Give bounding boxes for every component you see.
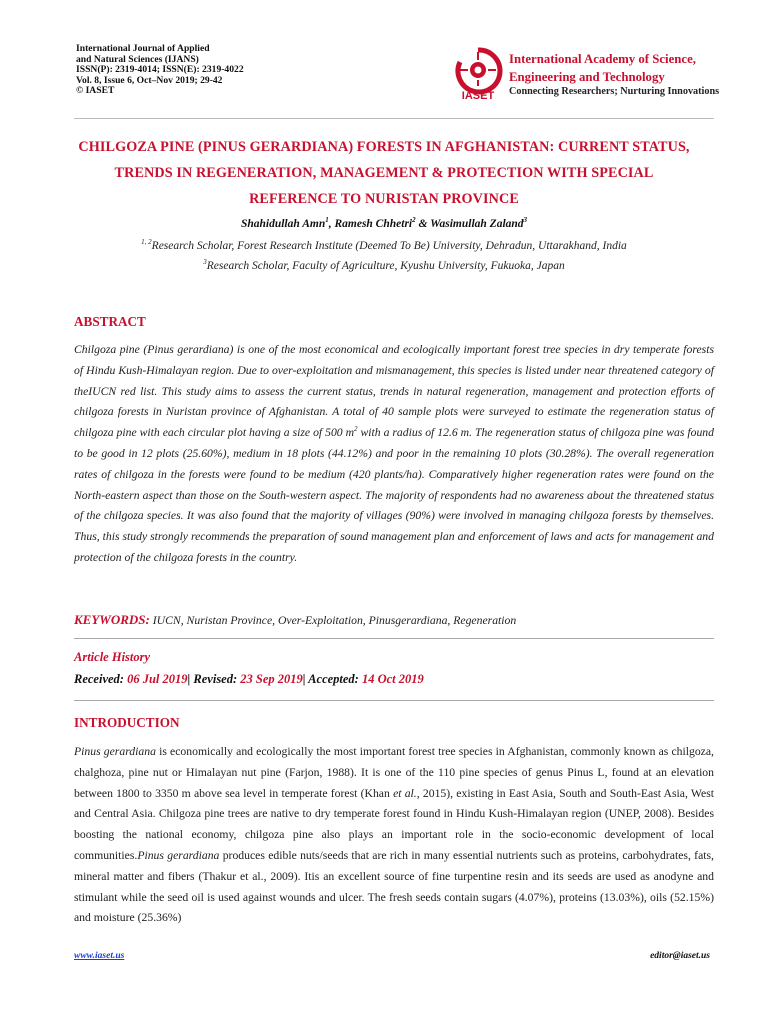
- revised-label: | Revised:: [187, 672, 238, 686]
- abstract-heading: ABSTRACT: [74, 314, 146, 329]
- affiliation-text: Research Scholar, Forest Research Institute (Deemed To Be) University, Dehradun, Uttarakhand, India: [151, 240, 627, 252]
- affiliation-text: Research Scholar, Faculty of Agriculture, Kyushu University, Fukuoka, Japan: [206, 260, 565, 272]
- accepted-label: | Accepted:: [302, 672, 359, 686]
- author-name: Ramesh Chhetri: [334, 218, 413, 230]
- species-name: Pinus gerardiana: [137, 848, 220, 862]
- introduction-text-part: is economically and ecologically the most important forest tree species in Afghanistan, commonly known as chilgoza, chalghoza, pine nut or Himalayan nut pine (Farjon, 1988). It is one of the 110 pine species of genus Pinus L, found at an elevation between 1800 to 3350 m above sea level in temperate forest (Khan: [74, 745, 714, 800]
- publisher-tagline: Connecting Researchers; Nurturing Innovations: [509, 86, 720, 97]
- publisher-name-line2: Engineering and Technology: [509, 70, 665, 84]
- author-affiliation-marker: 2: [412, 216, 416, 224]
- author-name: Wasimullah Zaland: [430, 218, 524, 230]
- abstract-text-part: with a radius of 12.6 m. The regeneration status of chilgoza pine was found to be good in 12 plots (25.60%), medium in 18 plots (44.12%) and poor in the remaining 10 plots (30.28%). The overall regeneration rates of chilgoza in the forests were found to be medium (420 plants/ha). Comparatively higher regeneration rates were found on the North-eastern aspect than those on the South-western aspect. The majority of respondents had no awareness about the threatened status of the chilgoza species. It was also found that the majority of villages (90%) were involved in managing chilgoza forests by themselves. Thus, this study strongly recommends the preparation of sound management plan and enforcement of laws and acts for management and protection of the chilgoza forests in the country.: [74, 426, 714, 564]
- keywords: [74, 612, 516, 628]
- author-affiliation-marker: 3: [523, 216, 528, 224]
- keywords-label: KEYWORDS:: [74, 612, 150, 627]
- footer-email: editor@iaset.us: [650, 951, 710, 961]
- revised-date: 23 Sep 2019: [240, 672, 303, 686]
- article-history-heading: Article History: [74, 650, 151, 664]
- introduction-text: [74, 742, 714, 929]
- received-date: 06 Jul 2019: [127, 672, 188, 686]
- article-history-dates: [74, 672, 424, 687]
- journal-issn: ISSN(P): 2319-4014; ISSN(E): 2319-4022: [76, 64, 244, 76]
- journal-name-line1: International Journal of Applied: [76, 43, 210, 54]
- abstract-text: [74, 340, 714, 569]
- author-list: [74, 218, 694, 230]
- journal-volume: Vol. 8, Issue 6, Oct–Nov 2019; 29-42: [76, 74, 223, 86]
- author-separator: &: [415, 218, 431, 230]
- species-name: Pinus gerardiana: [74, 745, 156, 758]
- author-name: Shahidullah Amn: [240, 218, 326, 230]
- footer-website-link[interactable]: www.iaset.us: [74, 951, 125, 961]
- iaset-logo-icon: [451, 46, 505, 102]
- introduction-heading: INTRODUCTION: [74, 715, 180, 730]
- introduction-text-part: produces edible nuts/seeds that are rich in many essential nutrients such as proteins, carbohydrates, fats, mineral matter and fibers (Thakur et al., 2009). Itis an excellent source of fine turpentine resin and its seeds are used as anodyne and stimulant while the seed oil is used against wounds and ulcer. The fresh seeds contain sugars (4.07%), proteins (13.03%), oils (52.15%) and moisture (25.36%): [74, 848, 714, 925]
- logo-wordmark: IASET: [461, 90, 495, 102]
- received-label: Received:: [74, 672, 124, 686]
- keywords-divider: [74, 638, 714, 639]
- header-divider: [74, 118, 714, 119]
- paper-title: CHILGOZA PINE (PINUS GERARDIANA) FORESTS IN AFGHANISTAN: CURRENT STATUS, TRENDS IN REGENERATION, MANAGEMENT & PROTECTION WITH SPECIAL REFERENCE TO NURISTAN PROVINCE: [78, 139, 690, 207]
- abstract-text-part: Chilgoza pine (Pinus gerardiana) is one of the most economical and ecologically important forest tree species in dry temperate forests of Hindu Kush-Himalayan region. Due to over-exploitation and mismanagement, this species is listed under near threatened category of theIUCN red list. This study aims to assess the current status, trends in natural regeneration, management and protection efforts of chilgoza forests in Nuristan province of Afghanistan. A total of 40 sample plots were surveyed to estimate the regeneration status of chilgoza pine with each circular plot having a size of 500 m: [74, 343, 714, 440]
- introduction-text-part: , 2015), existing in East Asia, South and South-East Asia, West and Central Asia. Chilgoza pine trees are native to dry temperate forest found in Hindu Kush-Himalayan region (UNEP, 2008). Besides boosting the national economy, chilgoza pine also plays an important role in the socio-economic development of local communities.: [74, 786, 714, 862]
- affiliation: [74, 240, 694, 252]
- publisher-name-line1: International Academy of Science,: [509, 52, 696, 66]
- affiliation: [74, 260, 694, 272]
- accepted-date: 14 Oct 2019: [361, 672, 424, 686]
- publisher-name: [509, 50, 696, 86]
- journal-copyright: © IASET: [76, 85, 115, 97]
- abstract-superscript: 2: [354, 425, 358, 434]
- journal-name-line2: and Natural Sciences (IJANS): [76, 53, 199, 65]
- author-affiliation-marker: 1: [325, 216, 329, 224]
- author-separator: ,: [328, 218, 335, 230]
- affiliation-marker: 1, 2: [141, 238, 152, 246]
- history-divider: [74, 700, 714, 701]
- affiliation-marker: 3: [203, 258, 207, 266]
- journal-info: [76, 44, 244, 97]
- keywords-text: IUCN, Nuristan Province, Over-Exploitation, Pinusgerardiana, Regeneration: [152, 614, 517, 627]
- citation-et-al: et al.: [393, 786, 417, 800]
- publisher-logo: [451, 46, 721, 106]
